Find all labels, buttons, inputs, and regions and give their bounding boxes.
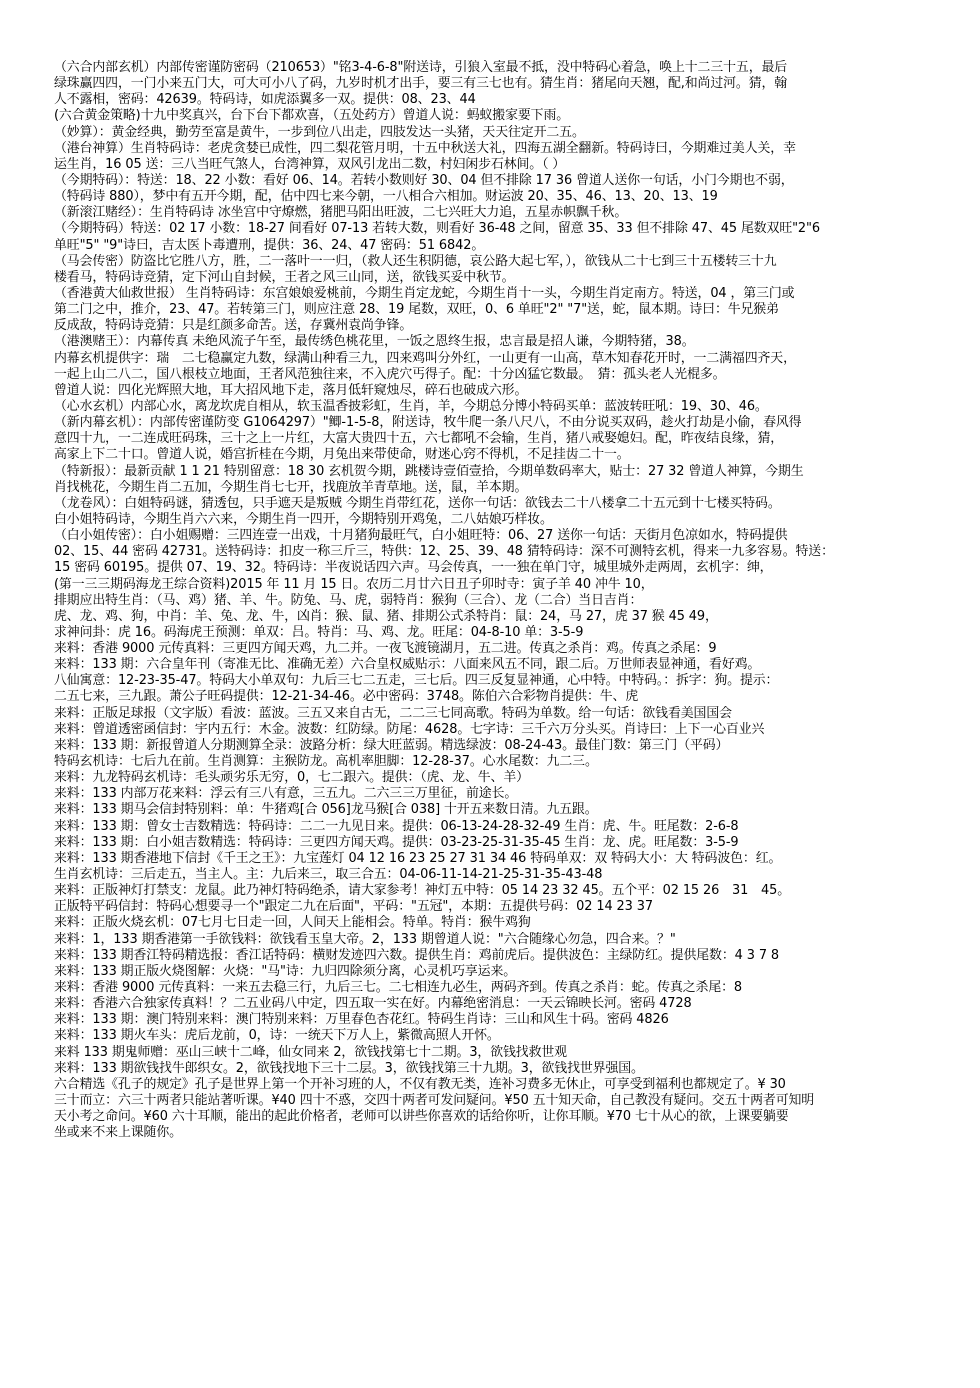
text-line: 绿珠赢四四，一门小来五门大，可大可小八了码，九岁时机才出手，要三有三七也有。猜生肖：猪尾向天翘，配,和尚过河。猜，翰 [54, 76, 788, 92]
text-line: 02、15、44 密码 42731。送特码诗：扣皮一称三斤三，特供：12、25、39、48 猜特码诗：深不可测特玄机，得来一九多容易。特送： [54, 544, 834, 560]
text-line: （白小姐传密）：白小姐赐赠：三四连壹一出戏，十月猪狗最旺气，白小姐旺特：06、27 送你一句话：天街月色凉如水，特码提供 [54, 528, 788, 544]
text-line: 来料：香港 9000 元传真料：三更四方闻天鸡，九二并。一夜飞渡镜湖月，五二进。传真之杀肖：鸡。传真之杀尾：9 [54, 641, 717, 657]
text-line: 虎、龙、鸡、狗，中肖：羊、兔、龙、牛，凶肖：猴、鼠、猪、排期公式杀特肖：鼠：24，马 27，虎 37 猴 45 49， [54, 608, 718, 624]
text-line: 来料：133 期欲钱找牛郎织女。2，欲钱找地下三十二层。3，欲钱找第三十九期。3，欲钱找世界强国。 [54, 1060, 644, 1076]
text-line: （心水玄机）内部心水，离龙坎虎自相从，软玉温香披彩虹，生肖，羊，今期总分博小特码买单：蓝波转旺吼：19、30、46。 [54, 398, 768, 414]
text-line: 反成敌，特码诗竞猜：只是红颜多命苦。送，存冀州袁尚争锋。 [54, 318, 413, 334]
text-line: 来料：正版足球报（文字版）看波：蓝波。三五又来自古无，二二三七同高歌。特码为单数。给一句话：欲钱看美国国会 [54, 705, 732, 721]
text-line: 来料：133 期正版火烧图解：火烧："马"诗：九归四除须分离，心灵机巧享运来。 [54, 963, 517, 979]
text-line: 来料：正版神灯打禁支：龙鼠。此乃神灯特码绝杀，请大家参考！神灯五中特：05 14 23 32 45。五个平：02 15 26 31 45。 [54, 883, 791, 899]
text-line: 六合精选《孔子的规定》孔子是世界上第一个开补习班的人，不仅有教无类，连补习费多无休止，可享受到福利也都规定了。¥ 30 [54, 1076, 786, 1092]
text-line: 来料：133 期：白小姐吉数精选：特码诗：三更四方闻天鸡。提供：03-23-25-31-35-45 生肖：龙、虎。旺尾数：3-5-9 [54, 834, 739, 850]
text-line: 曾道人说：四化光辉照大地，耳大招风地下走，落月低轩窥烛尽，碎石也破成六形。 [54, 382, 528, 398]
text-line: 来料：133 期香江特码精选报：香江话特码：横财发迹四六数。提供生肖：鸡前虎后。提供波色：主绿防红。提供尾数：4 3 7 8 [54, 947, 780, 963]
text-line: 来料：香港六合独家传真料！？二五业码八中定，四五取一实在好。内幕绝密消息：一天云锦映长河。密码 4728 [54, 996, 692, 1012]
text-line [54, 1141, 944, 1157]
text-line: 二五七来，三九跟。萧公子旺码提供：12-21-34-46。必中密码：3748。陈伯六合彩物肖提供：牛、虎 [54, 689, 639, 705]
text-line: 来料：133 期香港地下信封《千王之王》：九宝莲灯 04 12 16 23 25 27 31 34 46 特码单双：双 特码大小：大 特码波色：红。 [54, 850, 782, 866]
text-line: 来料：九龙特码玄机诗：毛头顽劣乐无穷，0，七二跟六。提供：（虎、龙、牛、羊） [54, 770, 529, 786]
text-line: （马会传密）防盗比它胜八方，胜，二一落叶一一归，（救人还生积阴德，哀公路大起七军，），欲钱从二十七到三十五楼转三十九 [54, 253, 777, 269]
text-line: 坐或来不来上课随你。 [54, 1125, 182, 1141]
text-line: 来料：133 期：澳门特别来料：澳门特别来料：万里春色杏花红。特码生肖诗：三山和风生十码。密码 4826 [54, 1012, 669, 1028]
text-line: 15 密码 60195。提供 07、19、32。特码诗：半夜说话四六声。马会传真，一一独在单门守，城里城外走两周，玄机字：绅， [54, 560, 773, 576]
text-line: （六合内部玄机）内部传密谨防密码（210653）"铭3-4-6-8"附送诗，引狼入室最不抵，没中特码心着急，唤上十二三十五，最后 [54, 60, 788, 75]
text-line: (第一三三期码海龙王综合资料)2015 年 11 月 15 日。农历二月廿六日丑子卯时寺：寅子羊 40 冲牛 10， [54, 576, 654, 592]
text-line: 特码玄机诗：七后九在前。生肖测算：主猴防龙。高机率胆脚：12-28-37。心水尾数：九二三。 [54, 754, 598, 770]
text-line: 来料：133 期：六合皇年刊（寄准无比、准确无差）六合皇权威贴示：八面来风五不同，跟二后。万世师表显神通，看好鸡。 [54, 657, 761, 673]
text-line: 单旺"5" "9"诗曰，吉太医卜毒遭刑，提供：36、24、47 密码：51 6842。 [54, 237, 485, 253]
text-line: 天小考之命问。¥60 六十耳顺，能出的起此价格者，老师可以讲些你喜欢的话给你听，让你耳顺。¥70 七十从心的欲，上课要躺要 [54, 1109, 789, 1125]
text-line: 来料：正版火烧玄机：07七月七日走一回，人间天上能相会。特单。特肖：猴牛鸡狗 [54, 915, 531, 931]
text-line: 排期应出特生肖：（马、鸡）猪、羊、牛。防兔、马、虎，弱特肖：猴狗（三合）、龙（二合）当日吉肖： [54, 592, 643, 608]
text-line: （香港黄大仙救世报） 生肖特码诗：东宫娘娘爱桃前，今期生肖定龙蛇，今期生肖十一头，今期生肖定南方。特送，04 ，第三门或 [54, 285, 795, 301]
text-line: 来料：133 期火车头：虎后龙前，0，诗：一统天下万人上，紫微高照人开怀。 [54, 1028, 500, 1044]
text-line: （新内幕玄机）：内部传密谨防变 G1064297）"鲫-1-5-8，附送诗，牧牛爬一条八尺八，不由分说买双码，趁火打劫是小偷，春风得 [54, 415, 802, 431]
text-line: 肖找桃花，今期生肖二五加，今期生肖七七开，找鹿放羊青草地。送，鼠，羊本期。 [54, 479, 528, 495]
text-line: 运生肖，16 05 送：三八当旺气煞人，台湾神算，双风引龙出二数，村妇闲步石林间。（ ） [54, 156, 566, 172]
text-line: 来料：香港 9000 元传真料：一来五去稳三行，九后三七。二七相连九必生，两码齐到。传真之杀肖：蛇。传真之杀尾：8 [54, 980, 743, 996]
text-line: （特码诗 880），梦中有五开今期，配，估中四七来今朝，一八相合六相加。财运波 20、35、46、13、20、13、19 [54, 189, 718, 205]
text-line: 来料：133 内部万花来料：浮云有三八有意，三五九。二六三三万里征，前途长。 [54, 786, 518, 802]
text-line: 来料：133 期马会信封特别料：单：牛猪鸡[合 056]龙马猴[合 038] 十开五来数日清。九五跟。 [54, 802, 598, 818]
text-line: 生肖玄机诗：三后走五，当主人。主：九后来三，取三合五：04-06-11-14-21-25-31-35-43-48 [54, 867, 603, 883]
text-line: 第二门之中，推介，23、47。若转第三门，则应注意 28、19 尾数，双旺，0、6 单旺"2" "7"送，蛇，鼠本期。诗曰：牛兄猴弟 [54, 302, 779, 318]
lottery-tips-document [54, 60, 944, 1158]
text-line: （今期特码）：特送：18、22 小数：看好 06、14。若转小数则好 30、04 但不排除 17 36 曾道人送你一句话，小门今期也不弱， [54, 172, 794, 188]
text-line: （新滚江赌经）：生肖特码诗 冰坐宫中守燎燃，猪肥马阳出旺波，二七兴旺大力追，五星赤帜飘千秋。 [54, 205, 628, 221]
text-line: 八仙寓意：12-23-35-47。特码大小单双句：九后三七二五走，三七后。四三反复显神通，心中特。中特码。：拆字：狗。提示： [54, 673, 779, 689]
text-line: 意四十九，一二连成旺码珠，三十之上一片红，大富大贵四十五，六七都吼不会输，生肖，猪八戒娶媳妇。配，昨夜结良缘，猜， [54, 431, 784, 447]
text-line: 三十而立：六三十两者只能站著听课。¥40 四十不惑，交四十两者可发问疑问。¥50 五十知天命，自己教没有疑问。交五十两者可知明 [54, 1093, 815, 1108]
text-line: 来料：曾道透密函信封：宇内五行：木金。波数：红防绿。防尾：4628。七字诗：三千六万分头买。肖诗曰：上下一心百业兴 [54, 721, 765, 737]
text-line: 楼看马，特码诗竞猜，定下河山自封候，王者之风三山同，送，欲钱买妥中秋节。 [54, 269, 515, 285]
text-line: 白小姐特码诗，今期生肖六六来，今期生肖一四开，今期特别开鸡兔，二八姑娘巧样妆。 [54, 511, 553, 527]
text-line: （今期特码）特送：02 17 小数：18-27 间看好 07-13 若转大数，则看好 36-48 之间，留意 35、33 但不排除 47、45 尾数双旺"2"6 [54, 221, 820, 237]
text-line: （妙算）：黄金经典，勤劳至富是黄牛，一步到位八出走，四肢发达一头猪，天天往定开二五。 [54, 124, 585, 140]
text-line: 求神问卦：虎 16。码海虎王预测：单双：吕。特肖：马、鸡、龙。旺尾：04-8-10 单：3-5-9 [54, 624, 584, 640]
text-line: （龙卷风）：白姐特码谜，猜透包，只手遮天是叛贼 今期生肖带红花，送你一句话：欲钱去二十八楼拿二十五元到十七楼买特码。 [54, 495, 781, 511]
text-line: 来料：133 期：新报曾道人分期测算全录：波路分析：绿大旺蓝弱。精选绿波：08-24-43。最佳门数：第三门（平码） [54, 737, 729, 753]
text-line: 来料：133 期：曾女士吉数精选：特码诗：二二一九见日来。提供：06-13-24-28-32-49 生肖：虎、牛。旺尾数：2-6-8 [54, 818, 739, 834]
text-line: （港台神算）生肖特码诗：老虎贪婪已成性，四二梨花管月明，十五中秋送大礼，四海五湖全翻新。特码诗曰，今期难过美人关，幸 [54, 140, 796, 156]
text-line: 内幕玄机提供字：瑞 二七稳赢定九数，绿满山种看三九，四来鸡叫分外红，一山更有一山高，草木知春花开时，一二满福四齐天， [54, 350, 796, 366]
text-line: 正版特平码信封：特码心想要寻一个"跟定二九在后面"，平码："五冠"，本期：五提供号码：02 14 23 37 [54, 899, 653, 915]
text-line: 来料 133 期鬼师赠：巫山三峡十二峰，仙女同来 2，欲钱找第七十二期。3，欲钱找救世观 [54, 1044, 567, 1060]
text-line: 人不露相，密码：42639。特码诗，如虎添翼多一双。提供：08、23、44 [54, 92, 476, 108]
text-line: 高家上下二十口。曾道人说，婚宫折桂在今期，月兔出来带使命，财迷心窍不得机，不足挂齿二十一。 [54, 447, 630, 463]
text-line: 一起上山二八二，国八根枝立地面，王者风范独往来，不入虎穴丐得子。配：十分凶猛它数最。 猜：孤头老人光棍多。 [54, 366, 726, 382]
text-line: 来料：1，133 期香港第一手欲钱料：欲钱看玉皇大帝。2，133 期曾道人说："六合随缘心勿急，四合来。？" [54, 931, 676, 947]
text-line: （特新报）：最新贡献 1 1 21 特别留意：18 30 玄机贺今期，跳楼诗壹佰壹拾，今期单数码率大，贴士：27 32 曾道人神算，今期生 [54, 463, 804, 479]
text-line: (六合黄金策略)十九中奖真兴，台下台下都欢喜，（五处药方）曾道人说：蚂蚁搬家要下雨。 [54, 108, 570, 124]
text-line: （港澳赌王）：内幕传真 未绝风流子午至，最传绣色桃花里，一饭之恩终生报，忠言最是招人谦，今期特猪，38。 [54, 334, 695, 350]
